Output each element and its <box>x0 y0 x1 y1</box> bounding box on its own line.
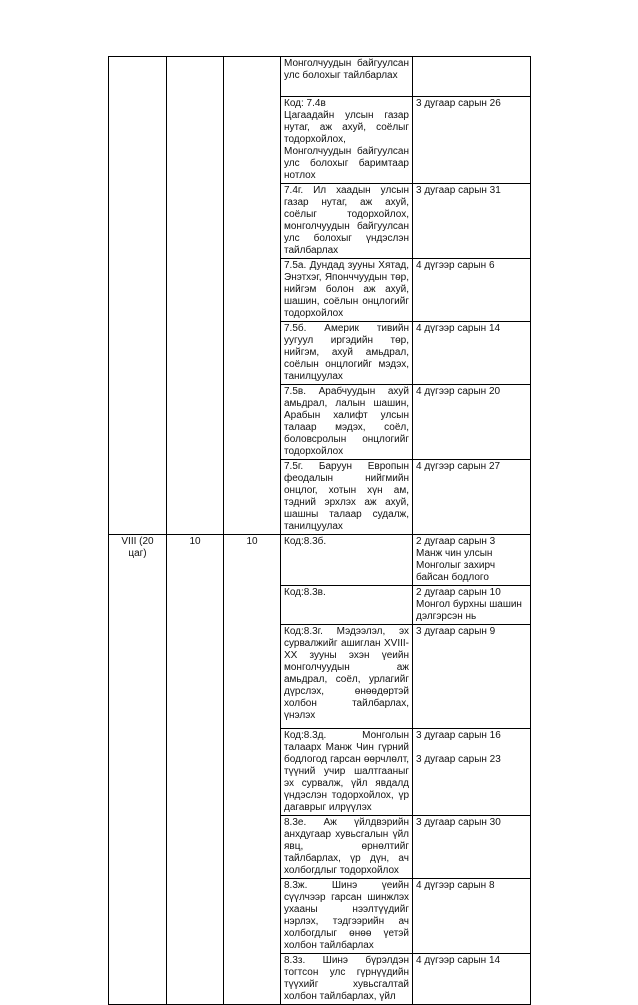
date-cell: 4 дүгээр сарын 6 <box>413 259 531 322</box>
date-cell <box>413 57 531 97</box>
date-cell: 4 дүгээр сарын 8 <box>413 879 531 954</box>
date-cell: 2 дугаар сарын 3 Манж чин улсын Монголыг захирч байсан бодлого <box>413 535 531 586</box>
date-cell: 3 дугаар сарын 26 <box>413 97 531 184</box>
topic-cell: 7.5в. Арабчуудын ахуй амьдрал, лалын шашин, Арабын халифт улсын талаар мэдэх, соёл, боловсролын онцлогийг тодорхойлох <box>281 385 413 460</box>
date-cell: 4 дүгээр сарын 14 <box>413 322 531 385</box>
date-cell: 4 дүгээр сарын 14 <box>413 954 531 1005</box>
hours-cell <box>224 57 281 535</box>
date-cell: 2 дугаар сарын 10 Монгол бурхны шашин дэлгэрсэн нь <box>413 586 531 625</box>
hours-cell <box>167 57 224 535</box>
date-cell: 4 дүгээр сарын 20 <box>413 385 531 460</box>
table-row <box>109 535 531 586</box>
date-cell: 3 дугаар сарын 9 <box>413 625 531 729</box>
topic-cell: Монголчуудын байгуулсан улс болохыг тайлбарлах <box>281 57 413 97</box>
topic-cell: 8.3ж. Шинэ үеийн сүүлчээр гарсан шинжлэх ухааны нээлтүүдийг нэрлэх, тэдгээрийн ач холбогдлыг өнөө үетэй холбон тайлбарлах <box>281 879 413 954</box>
table-row <box>109 57 531 97</box>
hours-cell: 10 <box>224 535 281 1005</box>
date-cell: 3 дугаар сарын 31 <box>413 184 531 259</box>
date-cell: 3 дугаар сарын 30 <box>413 816 531 879</box>
topic-cell: Код:8.3г. Мэдээлэл, эх сурвалжийг ашиглан XVIII-XX зууны эхэн үеийн монголчуудын аж амьдрал, соёл, урлагийг дүрслэх, өнөөдөртэй холбон тайлбарлах, үнэлэх <box>281 625 413 729</box>
topic-cell: Код:8.3б. <box>281 535 413 586</box>
grade-cell <box>109 57 167 535</box>
topic-cell: Код:8.3д. Монголын талаарх Манж Чин гүрний бодлогод гарсан өөрчлөлт, түүний учир шалтгааныг эх сурвалж, үйл явдалд үндэслэн тодорхойлох, үр дагаврыг илрүүлэх <box>281 729 413 816</box>
topic-cell: 7.5г. Баруун Европын феодалын нийгмийн онцлог, хотын хүн ам, тэдний эрхлэх аж ахуй, шашны талаар судалж, танилцуулах <box>281 460 413 535</box>
topic-cell: 8.3е. Аж үйлдвэрийн анхдугаар хувьсгалын үйл явц, өрнөлтийг тайлбарлах, үр дүн, ач холбогдлыг тодорхойлох <box>281 816 413 879</box>
topic-cell: Код:8.3в. <box>281 586 413 625</box>
date-cell: 3 дугаар сарын 16 3 дугаар сарын 23 <box>413 729 531 816</box>
topic-cell: Код: 7.4в Цагаадайн улсын газар нутаг, аж ахуй, соёлыг тодорхойлох, Монголчуудын байгуулсан улс болохыг баримтаар нотлох <box>281 97 413 184</box>
curriculum-table <box>108 56 531 1005</box>
topic-cell: 7.4г. Ил хаадын улсын газар нутаг, аж ахуй, соёлыг тодорхойлох, монголчуудын байгуулсан улс болохыг үндэслэн тайлбарлах <box>281 184 413 259</box>
date-cell: 4 дүгээр сарын 27 <box>413 460 531 535</box>
hours-cell: 10 <box>167 535 224 1005</box>
topic-cell: 7.5а. Дундад зууны Хятад, Энэтхэг, Японччуудын төр, нийгэм болон аж ахуй, шашин, соёлын онцлогийг тодорхойлох <box>281 259 413 322</box>
grade-cell: VIII (20 цаг) <box>109 535 167 1005</box>
topic-cell: 8.3з. Шинэ бүрэлдэн тогтсон улс гүрнүүдийн түүхийг хувьсгалтай холбон тайлбарлах, үйл <box>281 954 413 1005</box>
topic-cell: 7.5б. Америк тивийн уугуул иргэдийн төр, нийгэм, ахуй амьдрал, соёлын онцлогийг мэдэх, танилцуулах <box>281 322 413 385</box>
